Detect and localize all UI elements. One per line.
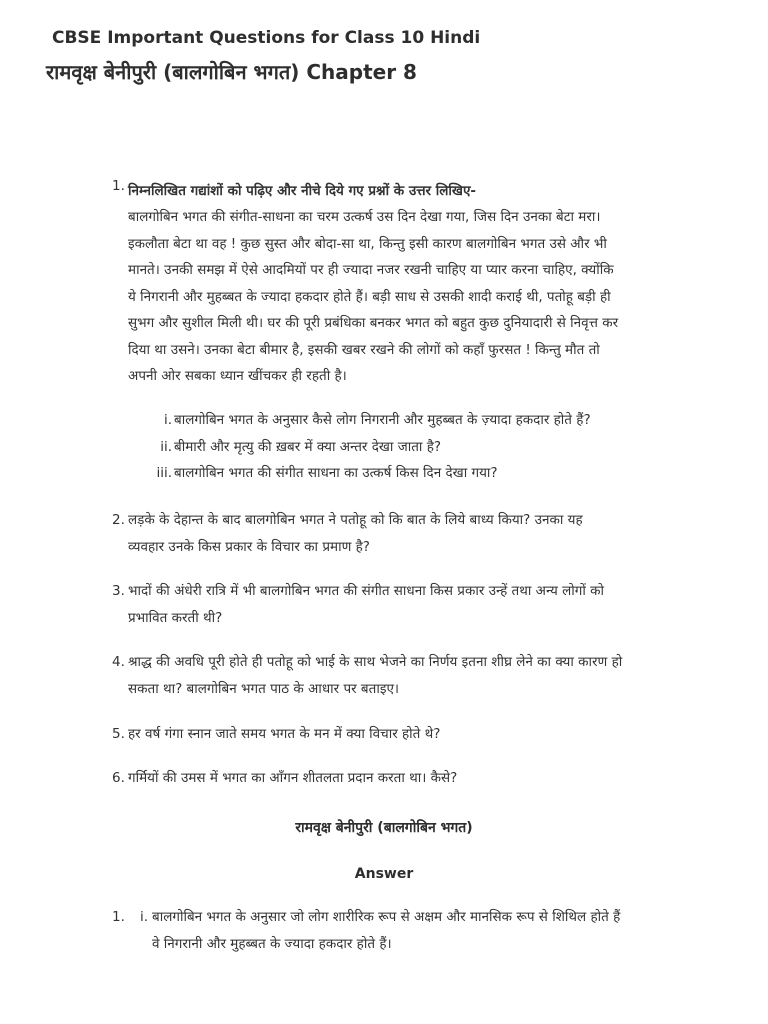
question-line: प्रभावित करती थी? <box>128 610 223 626</box>
sub-question-text: बालगोबिन भगत के अनुसार कैसे लोग निगरानी और मुहब्बत के ज़्यादा हकदार होते हैं? <box>174 412 591 428</box>
question-line: भादों की अंधेरी रात्रि में भी बालगोबिन भगत की संगीत साधना किस प्रकार उन्हें तथा अन्य लोगों को <box>128 583 604 599</box>
question-heading: निम्नलिखित गद्यांशों को पढ़िए और नीचे दिये गए प्रश्नों के उत्तर लिखिए- <box>128 183 477 199</box>
question-4 <box>112 649 712 703</box>
passage <box>128 204 712 390</box>
answer-heading: Answer <box>354 866 414 882</box>
question-number: 4. <box>112 654 125 670</box>
answer-line: वे निगरानी और मुहब्बत के ज्यादा हकदार होते हैं। <box>152 936 392 952</box>
sub-question-number: iii. <box>156 465 172 481</box>
question-6 <box>112 765 712 792</box>
sub-question <box>112 434 712 461</box>
question-line: गर्मियों की उमस में भगत का आँगन शीतलता प्रदान करता था। कैसे? <box>128 770 458 786</box>
question-1 <box>112 178 712 390</box>
sub-question-text: बीमारी और मृत्यु की ख़बर में क्या अन्तर देखा जाता है? <box>174 438 442 455</box>
question-number: 5. <box>112 726 125 742</box>
question-line: व्यवहार उनके किस प्रकार के विचार का प्रमाण है? <box>128 539 370 555</box>
passage-line: अपनी ओर सबका ध्यान खींचकर ही रहती है। <box>128 368 347 384</box>
question-number: 3. <box>112 583 125 599</box>
answer-sub-number: i. <box>140 909 149 925</box>
question-line: लड़के के देहान्त के बाद बालगोबिन भगत ने पतोहू को कि बात के लिये बाध्य किया? उनका यह <box>128 512 583 528</box>
question-number: 2. <box>112 512 125 528</box>
page-title: CBSE Important Questions for Class 10 Hindi <box>52 28 481 48</box>
question-3 <box>112 578 712 632</box>
chapter-title: रामवृक्ष बेनीपुरी (बालगोबिन भगत) Chapter 8 <box>46 60 417 84</box>
passage-line: बालगोबिन भगत की संगीत-साधना का चरम उत्कर्ष उस दिन देखा गया, जिस दिन उनका बेटा मरा। <box>128 209 601 225</box>
passage-line: दिया था उसने। उनका बेटा बीमार है, इसकी खबर रखने की लोगों को कहाँ फुरसत ! किन्तु मौत तो <box>128 341 600 358</box>
sub-question-number: i. <box>163 412 172 428</box>
sub-question-list <box>112 407 712 487</box>
question-number: 1. <box>112 178 125 194</box>
sub-question <box>112 460 712 487</box>
question-line: श्राद्ध की अवधि पूरी होते ही पतोहू को भाई के साथ भेजने का निर्णय इतना शीघ्र लेने का क्या कारण हो <box>128 654 623 670</box>
section-title: रामवृक्ष बेनीपुरी (बालगोबिन भगत) <box>295 820 473 836</box>
question-line: सकता था? बालगोबिन भगत पाठ के आधार पर बताइए। <box>128 681 400 697</box>
answer-1 <box>112 904 722 958</box>
sub-question-number: ii. <box>160 438 172 455</box>
passage-line: सुभग और सुशील मिली थी। घर की पूरी प्रबंधिका बनकर भगत को बहुत कुछ दुनियादारी से निवृत्त कर <box>128 315 619 331</box>
answer-line: बालगोबिन भगत के अनुसार जो लोग शारीरिक रूप से अक्षम और मानसिक रूप से शिथिल होते हैं <box>152 909 621 925</box>
question-line: हर वर्ष गंगा स्नान जाते समय भगत के मन में क्या विचार होते थे? <box>128 726 441 742</box>
question-2 <box>112 507 712 561</box>
sub-question-text: बालगोबिन भगत की संगीत साधना का उत्कर्ष किस दिन देखा गया? <box>174 465 498 481</box>
passage-line: मानते। उनकी समझ में ऐसे आदमियों पर ही ज्यादा नजर रखनी चाहिए या प्यार करना चाहिए, क्योंकि <box>128 262 614 278</box>
question-5 <box>112 721 712 748</box>
passage-line: ये निगरानी और मुहब्बत के ज्यादा हकदार होते हैं। बड़ी साध से उसकी शादी कराई थी, पतोहू बड़ी ही <box>128 288 611 305</box>
passage-line: इकलौता बेटा था वह ! कुछ सुस्त और बोदा-सा था, किन्तु इसी कारण बालगोबिन भगत उसे और भी <box>128 235 607 252</box>
sub-question <box>112 407 712 434</box>
answer-number: 1. <box>112 909 125 925</box>
question-number: 6. <box>112 770 125 786</box>
